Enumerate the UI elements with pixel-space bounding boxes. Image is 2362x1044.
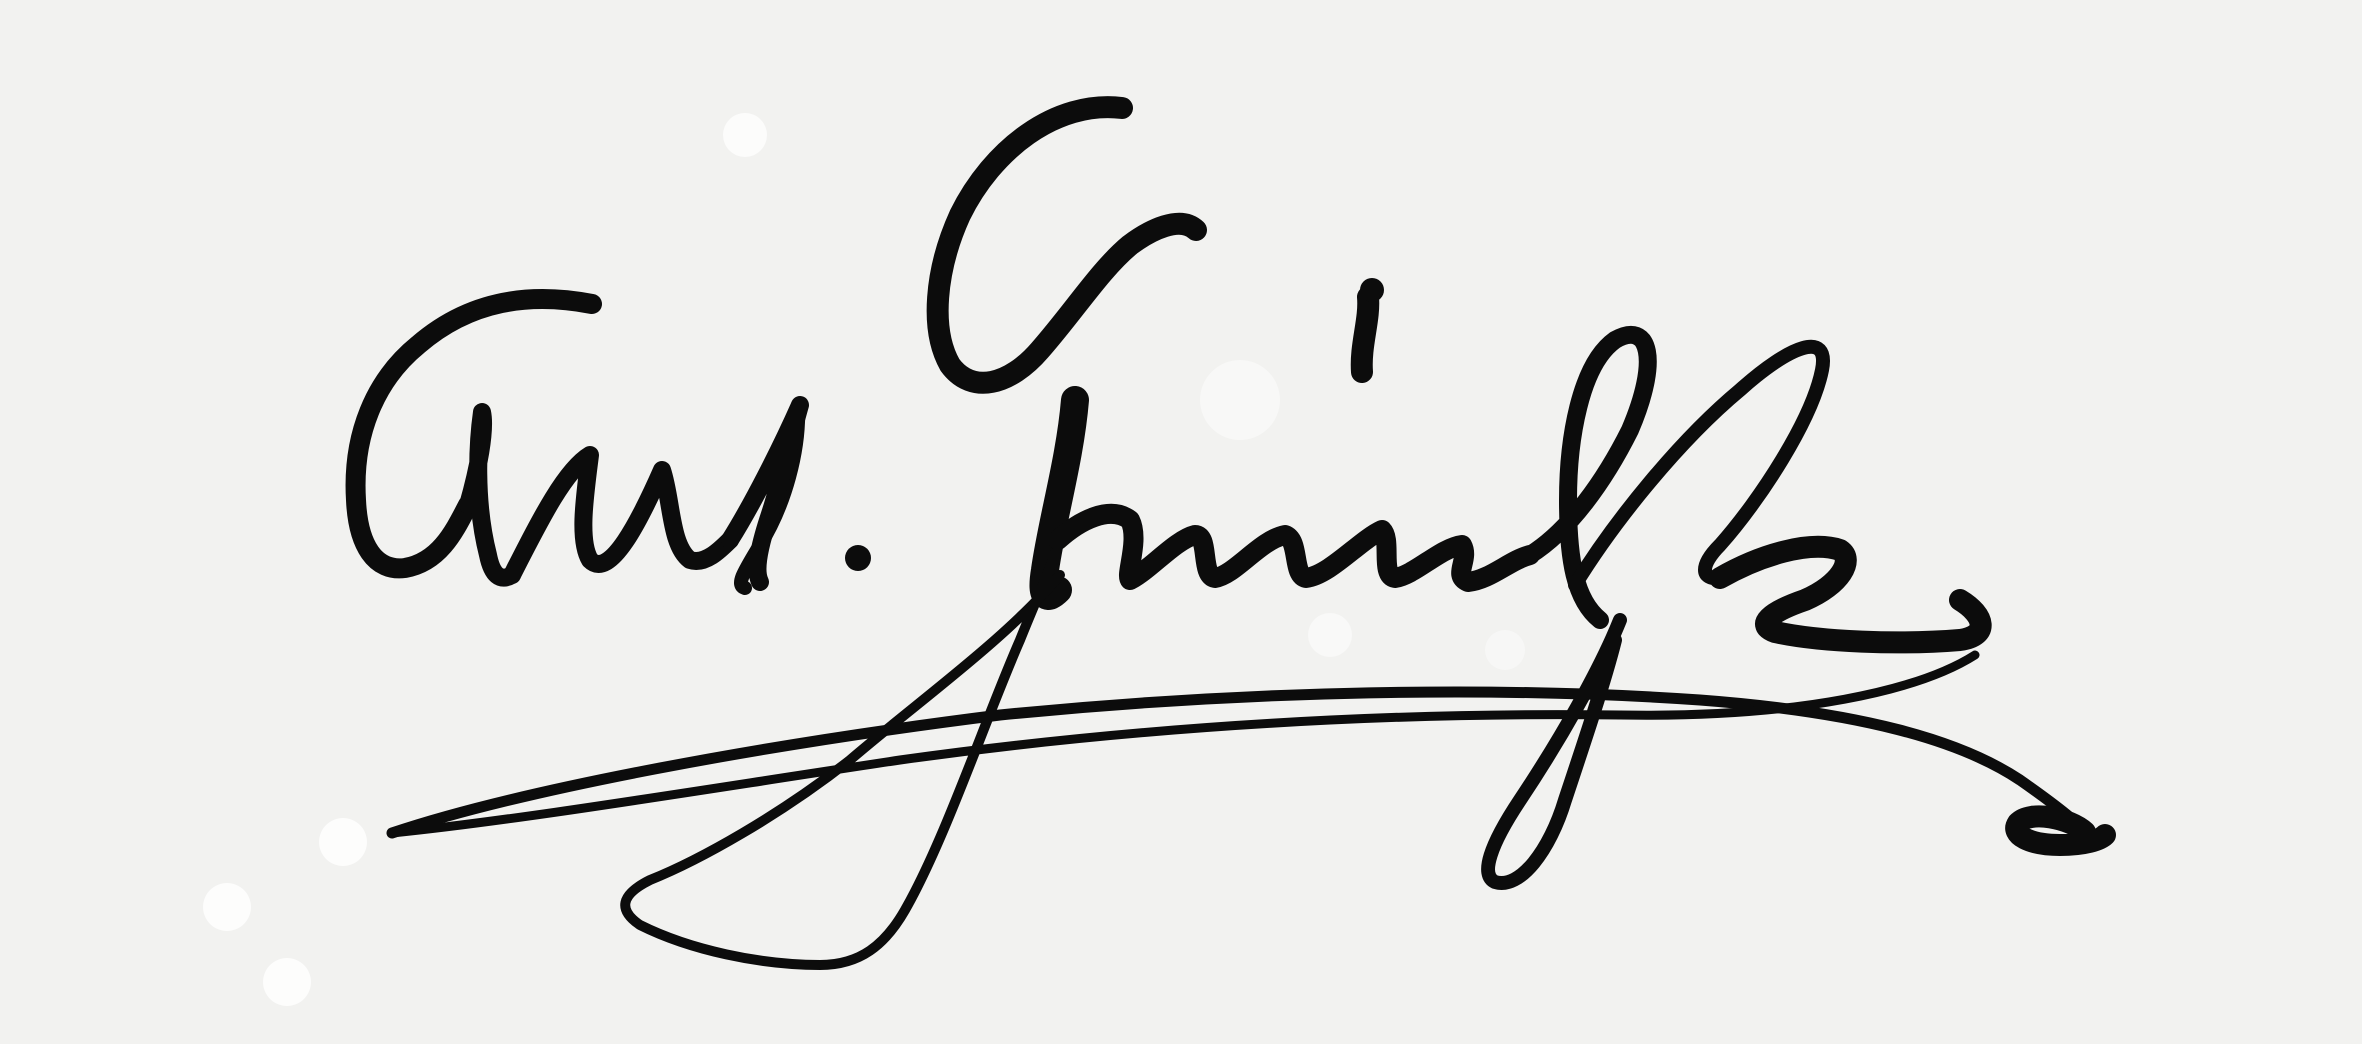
signature-dot — [1360, 278, 1384, 302]
signature-ascender-loop — [1530, 335, 1648, 620]
signature-underline-return — [392, 655, 1975, 833]
signature-letters-rundx — [1058, 514, 1530, 582]
signature-letters-ug — [512, 455, 730, 575]
signature-lower-loop — [1488, 620, 1620, 883]
signature-final-e — [1720, 547, 1981, 643]
signature-underline — [392, 692, 2085, 833]
signature-period — [845, 545, 871, 571]
signature-letter-g-cap — [938, 107, 1196, 383]
signature-g-bottom-loop — [625, 540, 1060, 965]
signature-end-hook — [2016, 816, 2105, 845]
signature-letter-i-dot — [1362, 297, 1369, 372]
signature-letter-a-down — [468, 412, 512, 578]
